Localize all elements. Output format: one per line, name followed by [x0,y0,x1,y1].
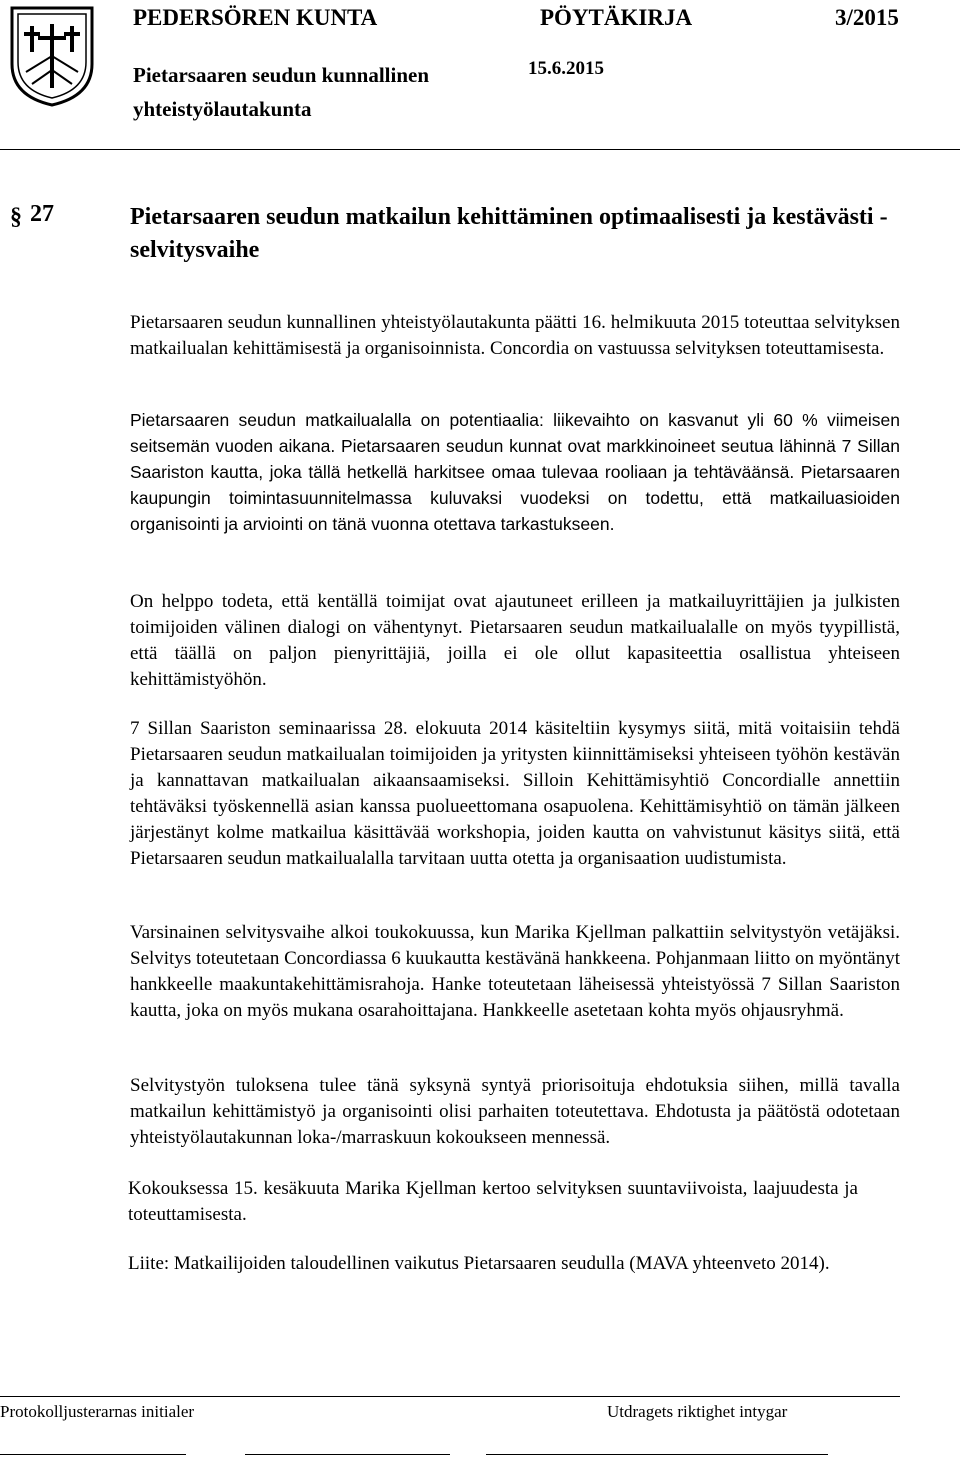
section-number: 27 [30,201,54,227]
paragraph-attachment: Liite: Matkailijoiden taloudellinen vaikutus Pietarsaaren seudulla (MAVA yhteenveto 2014). [128,1253,830,1274]
paragraph-dialogue: On helppo todeta, että kentällä toimijat ovat ajautuneet erilleen ja matkailuyrittäjien ja julkisten toimijoiden välinen dialogi on vähentynyt. Pietarsaaren seudun matkailualalle on myös tyypillistä, että täällä on paljon pienyrittäjiä, joilla ei ole ollut kapasiteettia osallistua yhteiseen kehittämistyöhön. [130,591,900,690]
organization-name: PEDERSÖREN KUNTA [133,5,378,30]
paragraph-background: Pietarsaaren seudun matkailualalla on potentiaalia: liikevaihto on kasvanut yli 60 % viimeisen seitsemän vuoden aikana. Pietarsaaren seudun kunnat ovat markkinoineet seutua lähinnä 7 Sillan Saariston kautta, joka tällä hetkellä harkitsee omaa tulevaa rooliaan ja tehtäväänsä. Pietarsaaren kaupungin toimintasuunnitelmassa kuluvaksi vuodeksi on todettu, että matkailuasioiden organisointi ja arviointi on tänä vuonna otettava tarkastukseen. [130,410,900,534]
header-divider [0,149,960,150]
signature-line [0,1454,186,1455]
initials-label: Protokolljusterarnas initialer [0,1402,195,1421]
signature-line [245,1454,450,1455]
document-type: PÖYTÄKIRJA [540,5,693,30]
footer-divider [0,1396,900,1397]
committee-name: Pietarsaaren seudun kunnallinen yhteistyölautakunta [133,63,430,121]
paragraph-study-phase: Varsinainen selvitysvaihe alkoi toukokuussa, kun Marika Kjellman palkattiin selvitystyön vetäjäksi. Selvitys toteutetaan Concordiassa 6 kuukautta kestävänä hankkeena. Pohjanmaan liitto on myöntänyt hankkeelle maakuntakehittämisrahoja. Hanke toteutetaan läheisessä yhteistyössä 7 Sillan Saariston kautta, joka on myös mukana osarahoittajana. Hankkeelle asetetaan kohta myös ohjausryhmä. [130,922,900,1021]
section-title: Pietarsaaren seudun matkailun kehittäminen optimaalisesti ja kestävästi - selvitysvaihe [130,204,888,263]
paragraph-seminar: 7 Sillan Saariston seminaarissa 28. elokuuta 2014 käsiteltiin kysymys siitä, mitä voitaisiin tehdä Pietarsaaren seudun matkailualan toimijoiden ja yritysten kiinnittämiseksi yhteiseen työhön kestävän ja kannattavan matkailualan aikaansaamiseksi. Silloin Kehittämisyhtiö Concordialle annettiin tehtäväksi työskennellä asian kanssa puolueettomana osapuolena. Kehittämisyhtiö on tämän jälkeen järjestänyt kolme matkailua käsittävää workshopia, joiden kautta on vahvistunut käsitys siitä, että Pietarsaaren seudun matkailualalla tarvitaan uutta otetta ja organisaation uudistumista. [130,718,900,869]
signature-line [486,1454,828,1455]
paragraph-meeting: Kokouksessa 15. kesäkuuta Marika Kjellman kertoo selvityksen suuntaviivoista, laajuudesta ja toteuttamisesta. [128,1178,858,1225]
section-mark: § [10,204,22,230]
paragraph-decision: Pietarsaaren seudun kunnallinen yhteistyölautakunta päätti 16. helmikuuta 2015 toteuttaa selvityksen matkailualan kehittämisestä ja organisoinnista. Concordia on vastuussa selvityksen toteuttamisesta. [130,312,900,359]
coat-of-arms-icon [8,4,96,108]
document-number: 3/2015 [835,5,899,30]
meeting-date: 15.6.2015 [528,58,604,79]
paragraph-outcome: Selvitystyön tuloksena tulee tänä syksynä syntyä priorisoituja ehdotuksia siihen, millä tavalla matkailun kehittämistyö ja organisointi olisi parhaiten toteutettava. Ehdotusta ja päätöstä odotetaan yhteistyölautakunnan loka-/marraskuun kokoukseen mennessä. [130,1075,900,1148]
certification-label: Utdragets riktighet intygar [607,1402,788,1421]
